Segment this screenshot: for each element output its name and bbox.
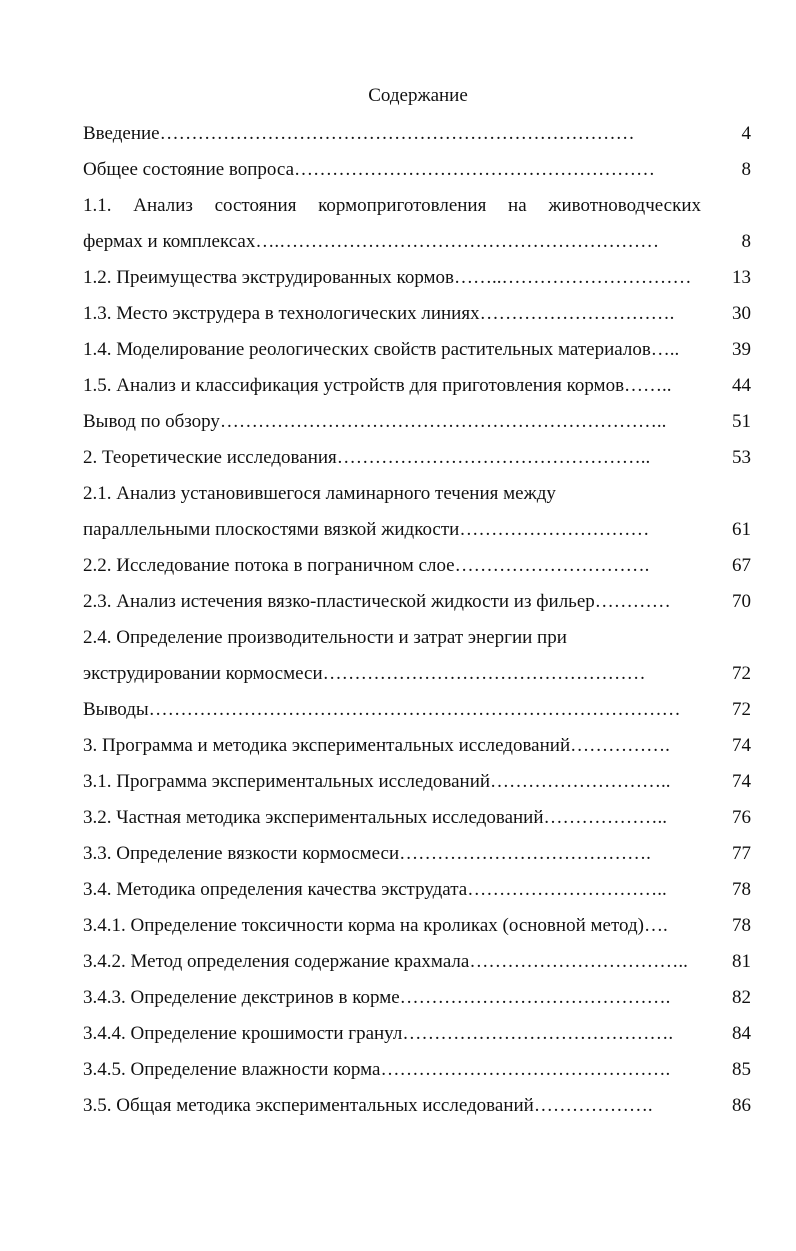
toc-entry-page: 67 xyxy=(732,555,751,576)
toc-entry-text: 3.3. Определение вязкости кормосмеси…………………………………. xyxy=(83,843,651,864)
toc-entry xyxy=(83,404,751,440)
toc-entry-page: 53 xyxy=(732,447,751,468)
toc-entry xyxy=(83,152,751,188)
toc-entry xyxy=(83,620,751,656)
toc-entry-text: Выводы………………………………………………………………………… xyxy=(83,699,681,720)
toc-entry xyxy=(83,296,751,332)
toc-entry xyxy=(83,1052,751,1088)
toc-entry-page: 39 xyxy=(732,339,751,360)
toc-entry xyxy=(83,440,751,476)
toc-entry-text: экструдировании кормосмеси…………………………………………… xyxy=(83,663,646,684)
toc-entry-text: параллельными плоскостями вязкой жидкости………………………… xyxy=(83,519,650,540)
toc-entry xyxy=(83,764,751,800)
toc-entry xyxy=(83,1088,751,1124)
toc-entry-text: 3.4.3. Определение декстринов в корме……………………………………. xyxy=(83,987,671,1008)
toc-entry xyxy=(83,980,751,1016)
toc-entry xyxy=(83,368,751,404)
toc-entry-text: 2. Теоретические исследования………………………………………….. xyxy=(83,447,651,468)
toc-entry xyxy=(83,116,751,152)
toc-entry-page: 61 xyxy=(732,519,751,540)
toc-entry-text: 2.1. Анализ установившегося ламинарного течения между xyxy=(83,483,556,504)
toc-entry-text: Вывод по обзору…………………………………………………………….. xyxy=(83,411,667,432)
toc-entry-page: 8 xyxy=(741,231,751,252)
toc-entry-text: 3.4. Методика определения качества экструдата………………………….. xyxy=(83,879,667,900)
toc-entry-page: 85 xyxy=(732,1059,751,1080)
toc-entry xyxy=(83,1016,751,1052)
toc-entry-text: 3.4.1. Определение токсичности корма на кроликах (основной метод)…. xyxy=(83,915,668,936)
toc-entry-text: Общее состояние вопроса………………………………………………… xyxy=(83,159,656,180)
toc-entry xyxy=(83,188,751,224)
toc-entry xyxy=(83,476,751,512)
toc-entry xyxy=(83,800,751,836)
toc-entry-text: 3.4.2. Метод определения содержание крахмала…………………………….. xyxy=(83,951,688,972)
toc-entry xyxy=(83,224,751,260)
toc-entry-page: 8 xyxy=(741,159,751,180)
toc-entry-text: Введение………………………………………………………………… xyxy=(83,123,635,144)
toc-entry-text: 2.3. Анализ истечения вязко-пластической жидкости из фильер………… xyxy=(83,591,671,612)
table-of-contents xyxy=(83,116,751,1124)
toc-entry xyxy=(83,548,751,584)
toc-entry xyxy=(83,332,751,368)
toc-entry xyxy=(83,512,751,548)
page-title: Содержание xyxy=(368,85,468,106)
toc-entry-text: 3.4.4. Определение крошимости гранул……………………………………. xyxy=(83,1023,674,1044)
toc-entry-page: 74 xyxy=(732,735,751,756)
toc-entry-page: 51 xyxy=(732,411,751,432)
toc-entry-page: 72 xyxy=(732,663,751,684)
toc-entry-page: 30 xyxy=(732,303,751,324)
toc-entry-page: 78 xyxy=(732,879,751,900)
toc-entry-page: 86 xyxy=(732,1095,751,1116)
toc-entry xyxy=(83,872,751,908)
toc-entry-text: 3.4.5. Определение влажности корма………………………………………. xyxy=(83,1059,671,1080)
toc-entry-page: 74 xyxy=(732,771,751,792)
toc-entry xyxy=(83,944,751,980)
toc-entry-text: фермах и комплексах….…………………………………………………… xyxy=(83,231,660,252)
toc-entry-page: 78 xyxy=(732,915,751,936)
toc-entry xyxy=(83,692,751,728)
toc-entry-page: 82 xyxy=(732,987,751,1008)
toc-entry-text: 1.5. Анализ и классификация устройств для приготовления кормов…….. xyxy=(83,375,672,396)
toc-entry-page: 44 xyxy=(732,375,751,396)
toc-entry-text: 3. Программа и методика экспериментальных исследований……………. xyxy=(83,735,670,756)
toc-entry-text: 2.4. Определение производительности и затрат энергии при xyxy=(83,627,567,648)
toc-entry-text: 1.2. Преимущества экструдированных кормов……..………………………… xyxy=(83,267,692,288)
toc-entry xyxy=(83,908,751,944)
toc-entry-page: 72 xyxy=(732,699,751,720)
toc-entry-page: 77 xyxy=(732,843,751,864)
toc-entry-text: 3.2. Частная методика экспериментальных исследований……………….. xyxy=(83,807,668,828)
toc-entry-text: 2.2. Исследование потока в пограничном слое…………………………. xyxy=(83,555,650,576)
toc-entry xyxy=(83,656,751,692)
toc-entry-page: 13 xyxy=(732,267,751,288)
toc-entry-text: 3.1. Программа экспериментальных исследований……………………….. xyxy=(83,771,671,792)
toc-entry-text: 1.4. Моделирование реологических свойств растительных материалов….. xyxy=(83,339,680,360)
toc-entry xyxy=(83,260,751,296)
toc-entry xyxy=(83,584,751,620)
toc-entry-text: 1.3. Место экструдера в технологических линиях…………………………. xyxy=(83,303,675,324)
toc-entry xyxy=(83,836,751,872)
toc-entry-page: 70 xyxy=(732,591,751,612)
toc-entry-text: 1.1. Анализ состояния кормоприготовления на животноводческих xyxy=(83,195,701,216)
toc-entry xyxy=(83,728,751,764)
toc-entry-page: 84 xyxy=(732,1023,751,1044)
toc-entry-page: 4 xyxy=(741,123,751,144)
toc-entry-page: 81 xyxy=(732,951,751,972)
toc-entry-text: 3.5. Общая методика экспериментальных исследований………………. xyxy=(83,1095,653,1116)
toc-entry-page: 76 xyxy=(732,807,751,828)
